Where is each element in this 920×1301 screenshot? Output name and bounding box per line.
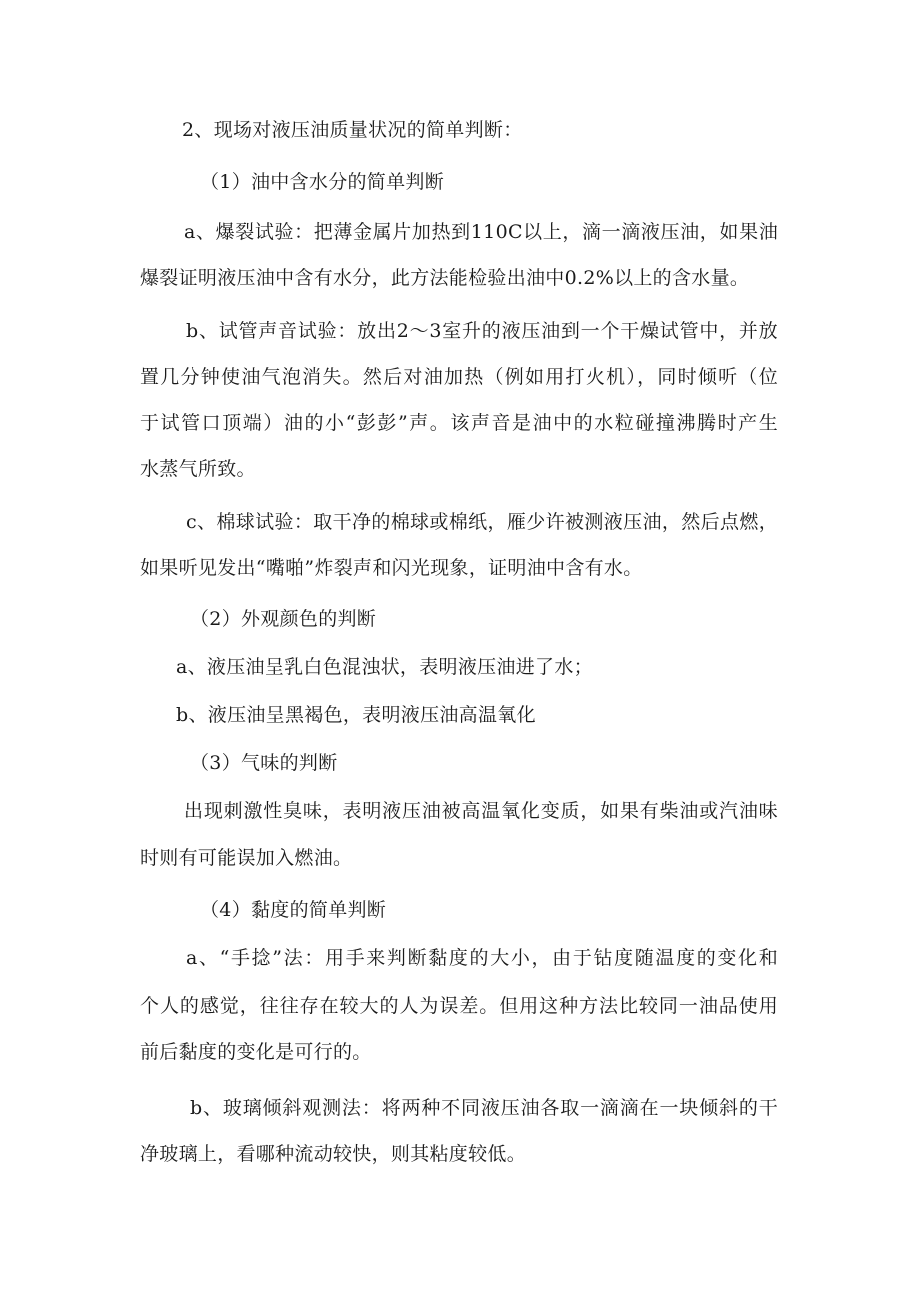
- water-b-line3: 于试管口顶端）油的小“彭彭”声。该声音是油中的水粒碰撞沸腾时产生: [140, 412, 778, 434]
- water-c-line1: c、棉球试验：取干净的棉球或棉纸，雁少许被测液压油，然后点燃，: [186, 511, 778, 533]
- viscosity-heading: （4）黏度的简单判断: [200, 899, 387, 921]
- water-a-line1: a、爆裂试验：把薄金属片加热到110C以上，滴一滴液压油，如果油: [184, 221, 778, 243]
- color-b: b、液压油呈黑褐色，表明液压油高温氧化: [176, 704, 536, 726]
- viscosity-b-line2: 净玻璃上，看哪种流动较快，则其粘度较低。: [140, 1143, 527, 1165]
- viscosity-a-line2: 个人的感觉，往往存在较大的人为误差。但用这种方法比较同一油品使用: [140, 995, 778, 1017]
- viscosity-a-line3: 前后黏度的变化是可行的。: [140, 1041, 372, 1063]
- water-a-line2: 爆裂证明液压油中含有水分，此方法能检验出油中0.2%以上的含水量。: [140, 267, 750, 289]
- water-c-line2: 如果听见发出“嘴啪”炸裂声和闪光现象，证明油中含有水。: [140, 557, 643, 579]
- smell-heading: （3）气味的判断: [190, 752, 338, 774]
- smell-line1: 出现刺激性臭味，表明液压油被高温氧化变质，如果有柴油或汽油味: [184, 800, 778, 822]
- water-heading: （1）油中含水分的简单判断: [200, 171, 444, 193]
- water-b-line1: b、试管声音试验：放出2～3室升的液压油到一个干燥试管中，并放: [186, 320, 778, 342]
- color-a: a、液压油呈乳白色混浊状，表明液压油进了水；: [176, 656, 593, 678]
- water-b-line2: 置几分钟使油气泡消失。然后对油加热（例如用打火机），同时倾听（位: [140, 366, 778, 388]
- section-title: 2、现场对液压油质量状况的简单判断：: [182, 119, 523, 141]
- water-b-line4: 水蒸气所致。: [140, 458, 256, 480]
- smell-line2: 时则有可能误加入燃油。: [140, 847, 353, 869]
- viscosity-a-line1: a、“手捻”法：用手来判断黏度的大小，由于钻度随温度的变化和: [186, 947, 778, 969]
- color-heading: （2）外观颜色的判断: [190, 608, 377, 630]
- viscosity-b-line1: b、玻璃倾斜观测法：将两种不同液压油各取一滴滴在一块倾斜的干: [190, 1097, 778, 1119]
